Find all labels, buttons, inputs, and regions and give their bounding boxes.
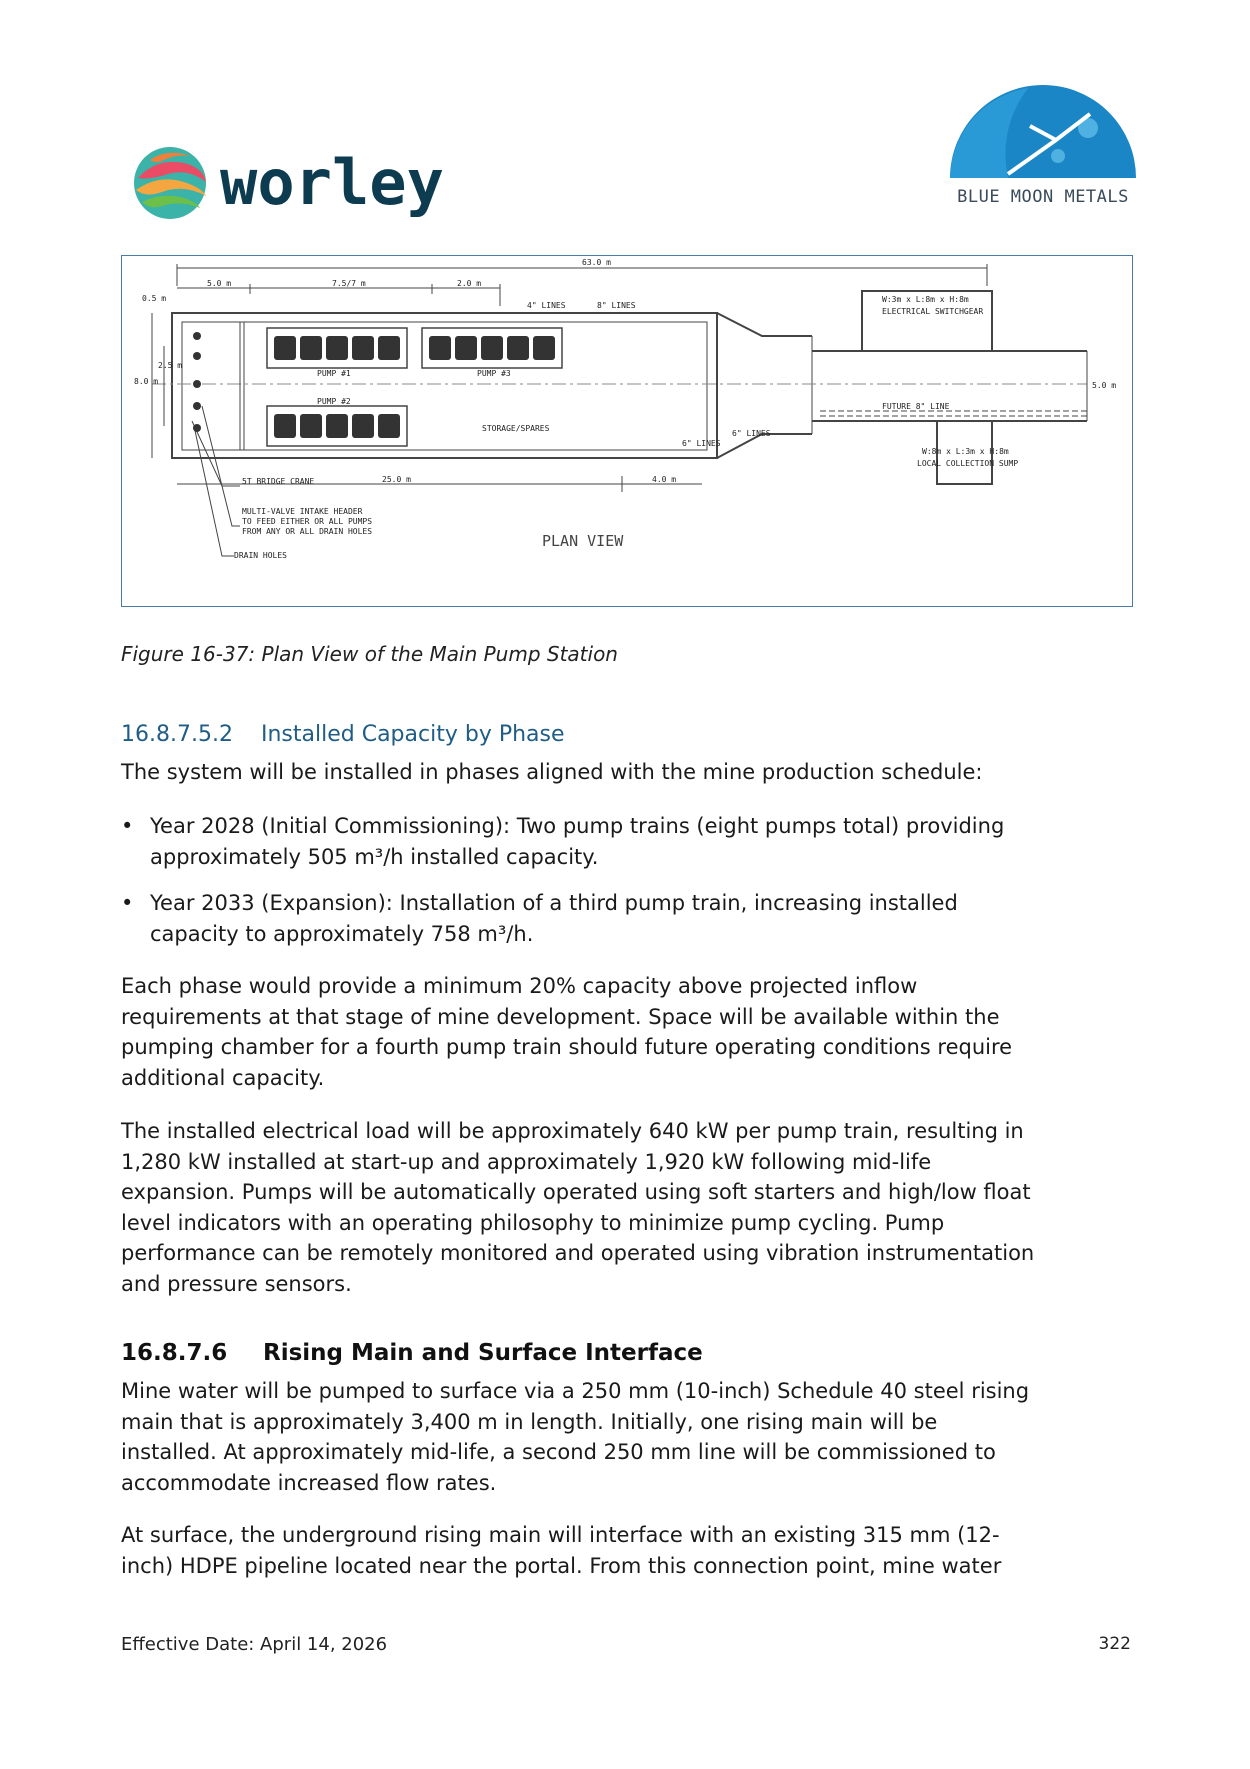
storage-label: STORAGE/SPARES — [482, 424, 550, 433]
section-heading-capacity — [121, 722, 565, 747]
text-line: requirements at that stage of mine development. Space will be available within the — [121, 1004, 1000, 1029]
intake-header-label-2: TO FEED EITHER OR ALL PUMPS — [242, 517, 373, 526]
bullet-line: Year 2028 (Initial Commissioning): Two pump trains (eight pumps total) providing — [150, 814, 1005, 838]
bullet-line: capacity to approximately 758 m³/h. — [150, 921, 534, 946]
lines-8in-label: 8" LINES — [597, 301, 636, 310]
switchgear-label: ELECTRICAL SWITCHGEAR — [882, 307, 984, 316]
paragraph-electrical-load — [121, 1116, 1131, 1299]
moon-icon — [950, 85, 1136, 178]
text-line: pumping chamber for a fourth pump train should future operating conditions require — [121, 1035, 1013, 1059]
effective-date: Effective Date: April 14, 2026 — [121, 1634, 388, 1655]
paragraph-rising-main — [121, 1376, 1131, 1498]
blue-moon-metals-logo — [938, 78, 1148, 210]
dim-2m-label: 2.0 m — [457, 279, 482, 288]
bullet-icon: • — [121, 814, 134, 838]
section-number: 16.8.7.6 — [121, 1340, 228, 1366]
figure-caption: Figure 16-37: Plan View of the Main Pump Station — [121, 642, 618, 666]
text-line: expansion. Pumps will be automatically operated using soft starters and high/low float — [121, 1180, 1031, 1204]
dim-right-label: 5.0 m — [1092, 381, 1117, 390]
pump-train-2-label: PUMP #2 — [317, 397, 351, 406]
dim-side2-label: 2.5 m — [158, 361, 183, 370]
text-line: main that is approximately 3,400 m in length. Initially, one rising main will be — [121, 1409, 938, 1434]
pump-train-3-label: PUMP #3 — [477, 369, 511, 378]
section-number: 16.8.7.5.2 — [121, 722, 233, 747]
paragraph-surface-interface — [121, 1520, 1131, 1581]
text-line: Mine water will be pumped to surface via a 250 mm (10-inch) Schedule 40 steel rising — [121, 1379, 1030, 1403]
dim-side-label: 8.0 m — [134, 377, 159, 386]
lines-6in-b-label: 6" LINES — [732, 429, 771, 438]
worley-wordmark: worley — [220, 146, 444, 219]
bullet-line: approximately 505 m³/h installed capacity. — [150, 844, 599, 869]
plan-view-drawing — [122, 256, 1132, 606]
page-number: 322 — [1098, 1634, 1131, 1654]
text-line: accommodate increased flow rates. — [121, 1470, 497, 1495]
worley-logo — [128, 138, 458, 228]
intake-header-label-3: FROM ANY OR ALL DRAIN HOLES — [242, 527, 373, 536]
plan-view-figure — [121, 255, 1133, 607]
bridge-crane-label: 5T BRIDGE CRANE — [242, 477, 315, 486]
dim-05m-label: 0.5 m — [142, 294, 167, 303]
dim-4m-label: 4.0 m — [652, 475, 677, 484]
dim-25m-label: 25.0 m — [382, 475, 411, 484]
future-line-label: FUTURE 8" LINE — [882, 402, 950, 411]
intro-paragraph: The system will be installed in phases aligned with the mine production schedule: — [121, 760, 983, 784]
switchgear-dims-label: W:3m x L:8m x H:8m — [882, 295, 969, 304]
lines-6in-a-label: 6" LINES — [682, 439, 721, 448]
paragraph-capacity-margin — [121, 971, 1131, 1093]
text-line: Each phase would provide a minimum 20% capacity above projected inflow — [121, 974, 918, 998]
text-line: inch) HDPE pipeline located near the portal. From this connection point, mine water — [121, 1553, 1002, 1578]
text-line: level indicators with an operating philosophy to minimize pump cycling. Pump — [121, 1210, 945, 1235]
blue-moon-metals-wordmark: BLUE MOON METALS — [957, 187, 1129, 207]
text-line: additional capacity. — [121, 1065, 325, 1090]
sump-dims-label: W:8m x L:3m x H:8m — [922, 447, 1009, 456]
lines-4in-label: 4" LINES — [527, 301, 566, 310]
sump-label: LOCAL COLLECTION SUMP — [917, 459, 1019, 468]
dim-7-5m-label: 7.5/7 m — [332, 279, 366, 288]
text-line: The installed electrical load will be approximately 640 kW per pump train, resulting in — [121, 1119, 1024, 1143]
text-line: performance can be remotely monitored and operated using vibration instrumentation — [121, 1241, 1035, 1265]
section-title: Rising Main and Surface Interface — [263, 1340, 703, 1366]
bullet-line: Year 2033 (Expansion): Installation of a third pump train, increasing installed — [150, 891, 958, 915]
text-line: and pressure sensors. — [121, 1271, 352, 1296]
drain-holes-label: DRAIN HOLES — [234, 551, 287, 560]
plan-view-title: PLAN VIEW — [542, 532, 624, 550]
intake-header-label-1: MULTI-VALVE INTAKE HEADER — [242, 507, 363, 516]
bullet-icon: • — [121, 891, 134, 915]
text-line: 1,280 kW installed at start-up and approximately 1,920 kW following mid-life — [121, 1149, 932, 1174]
text-line: installed. At approximately mid-life, a second 250 mm line will be commissioned to — [121, 1440, 996, 1464]
dim-overall-label: 63.0 m — [582, 258, 611, 267]
pump-train-1-label: PUMP #1 — [317, 369, 351, 378]
worley-swirl-icon — [134, 147, 206, 219]
section-heading-rising-main — [121, 1340, 703, 1366]
text-line: At surface, the underground rising main will interface with an existing 315 mm (12- — [121, 1523, 1000, 1547]
dim-5m-label: 5.0 m — [207, 279, 232, 288]
section-title: Installed Capacity by Phase — [261, 722, 565, 747]
